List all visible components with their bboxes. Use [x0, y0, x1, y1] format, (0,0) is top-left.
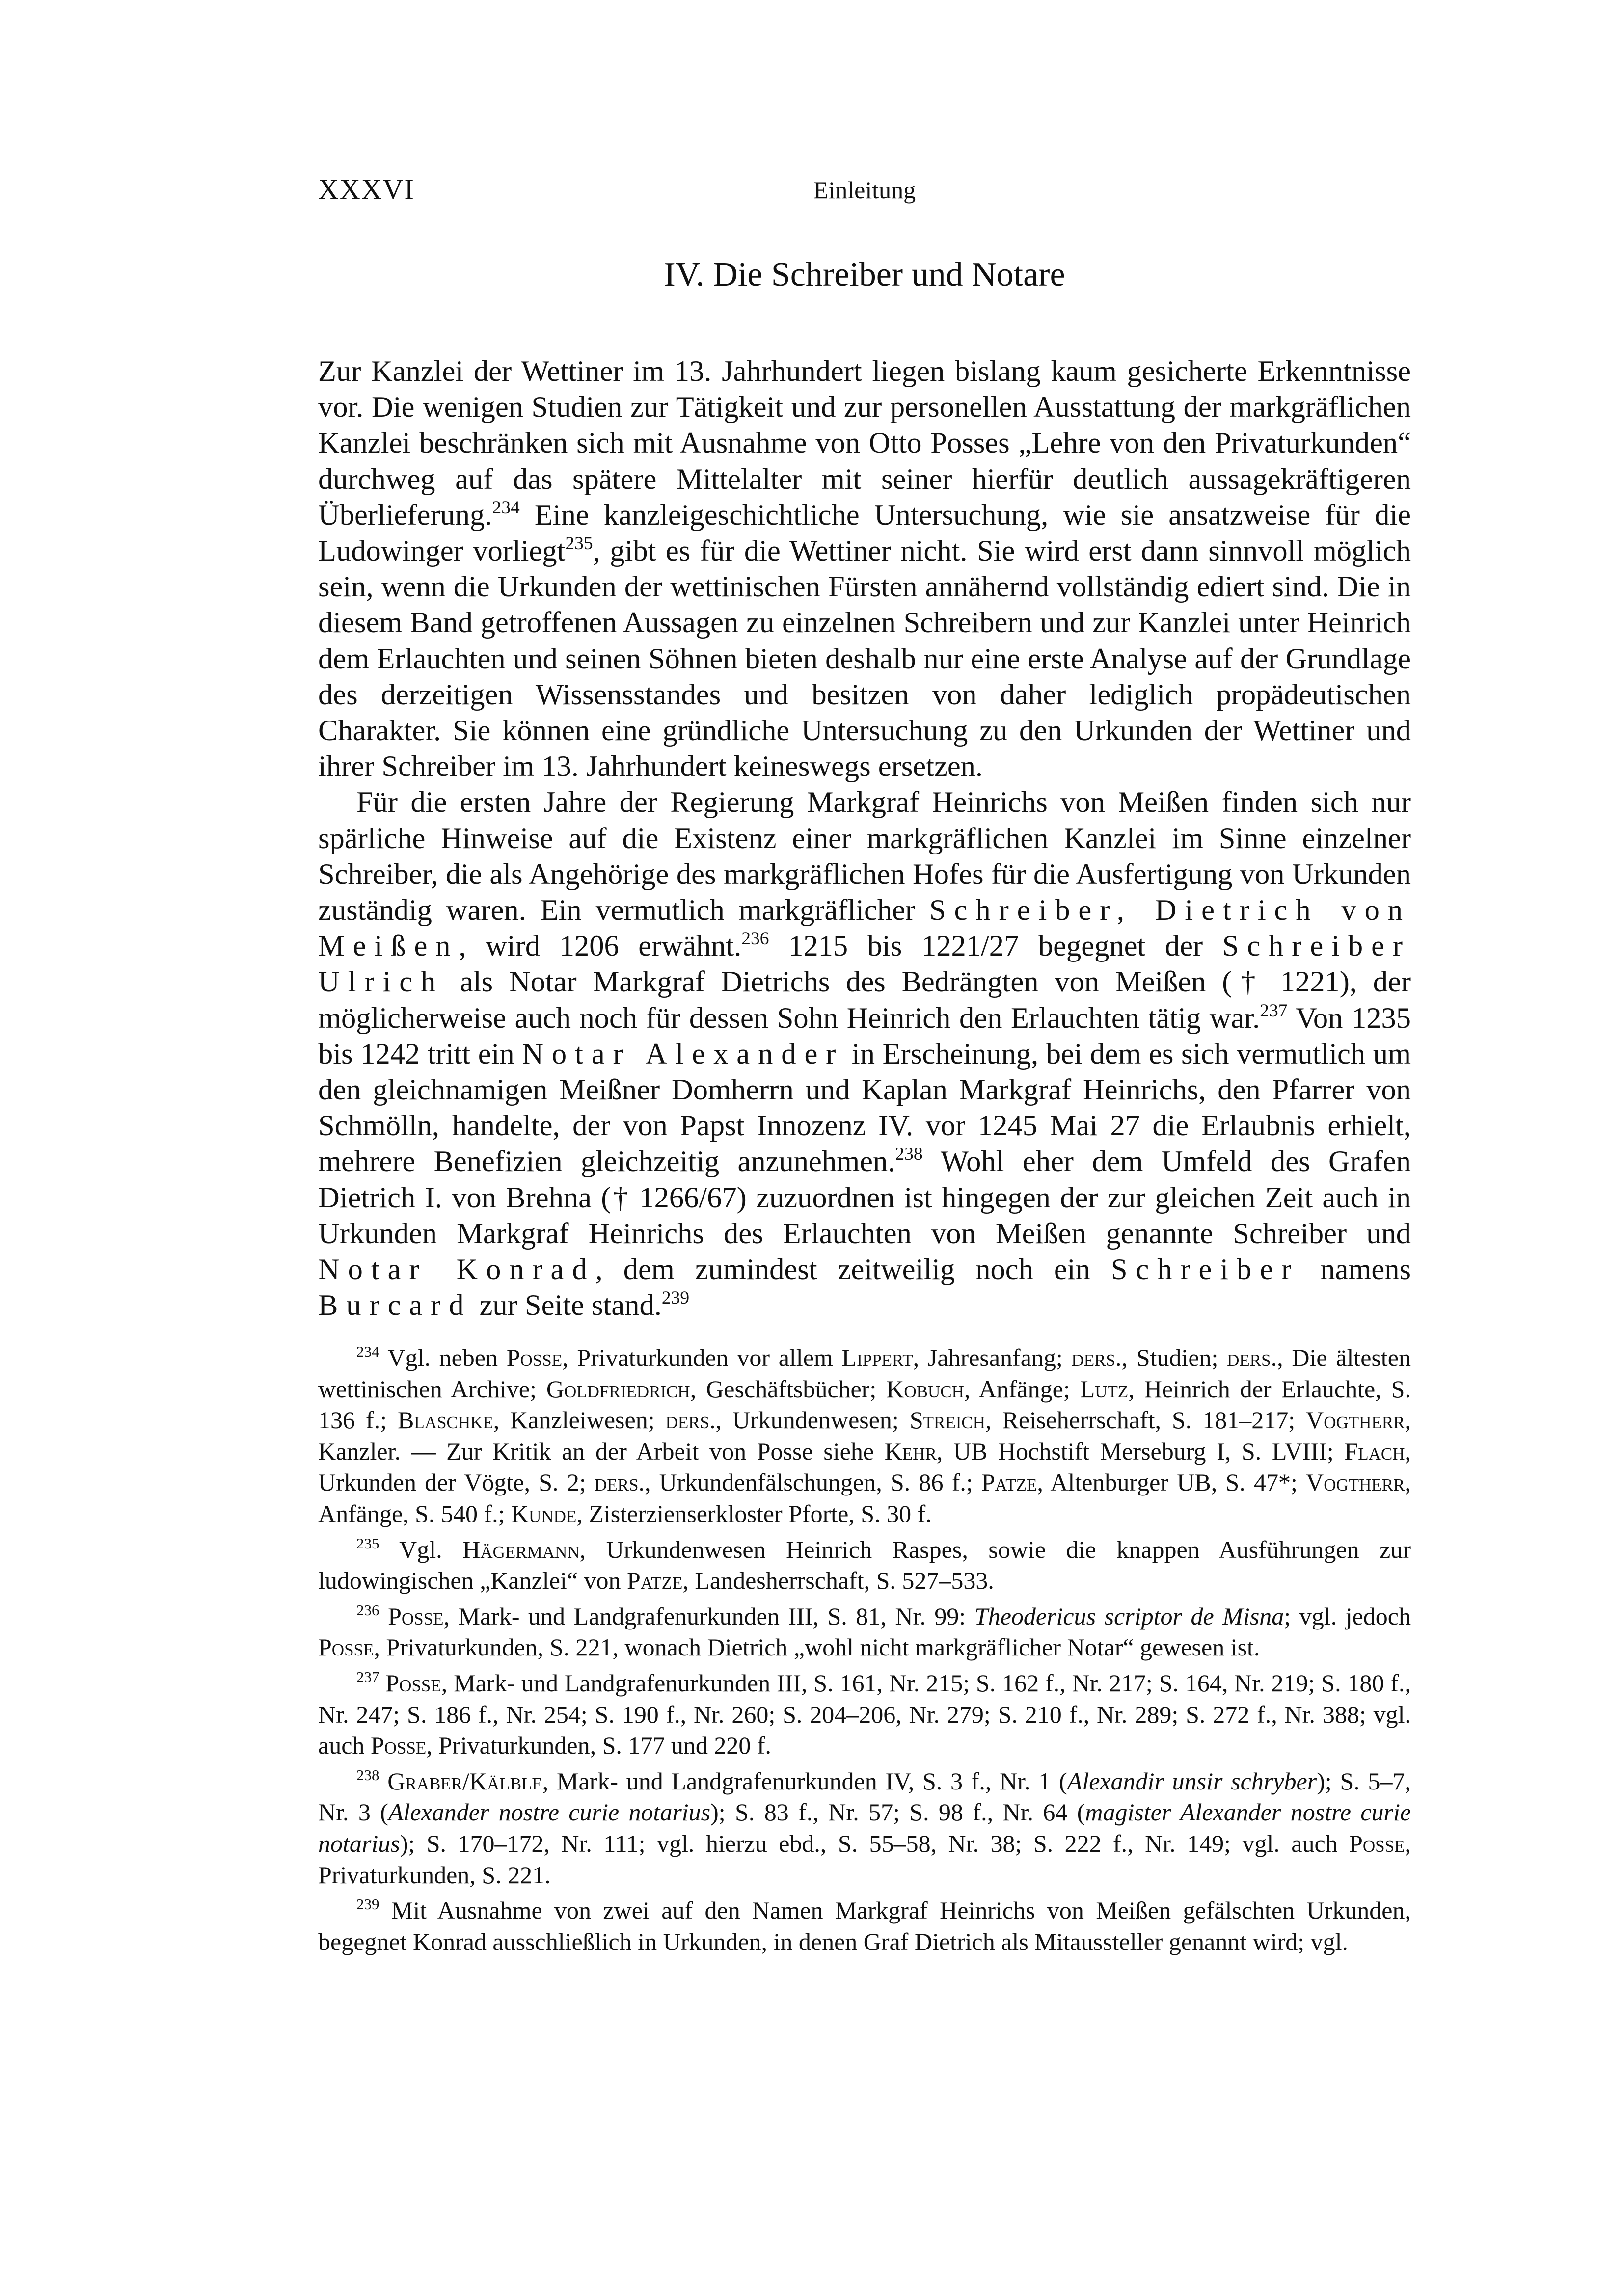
footnote-text: , Heinrich der Erlauchte, S. 136 f.;	[318, 1375, 1411, 1434]
author-name: Blaschke	[398, 1406, 493, 1434]
footnote-text: , Die ältesten wettinischen Archive;	[318, 1344, 1411, 1403]
paragraph-2-text: , wird 1206 erwähnt.	[459, 930, 742, 963]
paragraph-1-text-a: Zur Kanzlei der Wettiner im 13. Jahrhundert liegen bislang kaum gesicherte Erkenntnisse vor. Die wenigen Studien zur Tätigkeit und zur personellen Ausstattung der markgräflichen Kanzlei beschränken sich mit Ausnahme von Otto Posses „Lehre von den Privaturkunden“ durchweg auf das spätere Mittelalter mit seiner hierfür deutlich aussagekräftigeren Überlieferung.	[318, 355, 1411, 532]
spaced-name-konrad: Notar Konrad	[318, 1253, 595, 1286]
footnote-text: , Privaturkunden, S. 221, wonach Dietrich „wohl nicht markgräflicher Notar“ gewesen ist.	[374, 1633, 1260, 1661]
footnote-text: , Kanzler. — Zur Kritik an der Arbeit von Posse siehe	[318, 1406, 1411, 1465]
footnote-text	[379, 1767, 388, 1795]
author-name: Kobuch	[886, 1375, 964, 1403]
paragraph-1	[318, 353, 1411, 784]
footnote-text: ); S. 83 f., Nr. 57; S. 98 f., Nr. 64 (	[710, 1798, 1085, 1826]
footnote-text: , Zisterzienserkloster Pforte, S. 30 f.	[576, 1499, 932, 1527]
footnote-number: 234	[356, 1342, 379, 1360]
footnote-text: Vgl.	[379, 1535, 463, 1563]
author-name: Vogtherr	[1306, 1406, 1405, 1434]
paragraph-2-text: namens	[1299, 1253, 1411, 1286]
footnote-text: , Urkunden der Vögte, S. 2;	[318, 1437, 1411, 1496]
page-header	[318, 173, 1411, 212]
footnote-ref-234[interactable]: 234	[492, 497, 520, 518]
footnote-text: , Reiseherrschaft, S. 181–217;	[985, 1406, 1306, 1434]
footnote-text: , Mark- und Landgrafenurkunden III, S. 81, Nr. 99:	[443, 1602, 974, 1630]
footnote-number: 238	[356, 1766, 379, 1784]
author-name: Kunde	[511, 1499, 577, 1527]
author-name: Posse	[1349, 1829, 1405, 1857]
author-name: Goldfriedrich	[546, 1375, 690, 1403]
paragraph-2-text: als Notar Markgraf Dietrichs des Bedrängten von Meißen († 1221), der möglicherweise auch noch für dessen Sohn Heinrich den Erlauchten tätig war.	[318, 965, 1411, 1035]
footnote-text: ); S. 170–172, Nr. 111; vgl. hierzu ebd., S. 55–58, Nr. 38; S. 222 f., Nr. 149; vgl. auch	[400, 1829, 1350, 1857]
author-name: Lippert	[841, 1344, 913, 1371]
footnote-text: , Mark- und Landgrafenurkunden IV, S. 3 f., Nr. 1 (	[542, 1767, 1067, 1795]
footnote-text	[379, 1602, 388, 1630]
footnote-235	[318, 1534, 1411, 1597]
paragraph-2-text: , dem zumindest zeitweilig noch ein	[595, 1253, 1111, 1286]
footnote-text: , Anfänge;	[964, 1375, 1080, 1403]
latin-quote: Alexandir unsir schryber	[1067, 1767, 1317, 1795]
footnote-238	[318, 1766, 1411, 1891]
footnote-ref-237[interactable]: 237	[1260, 1000, 1288, 1021]
paragraph-1-text-c: , gibt es für die Wettiner nicht. Sie wird erst dann sinnvoll möglich sein, wenn die Urkunden der wettinischen Fürsten annähernd vollständig ediert sind. Die in diesem Band getroffenen Aussagen zu einzelnen Schreibern und zur Kanzlei unter Heinrich dem Erlauchten und seinen Söhnen bieten deshalb nur eine erste Analyse auf der Grundlage des derzeitigen Wissensstandes und besitzen von daher lediglich propädeutischen Charakter. Sie können eine gründliche Untersuchung zu den Urkunden der Wettiner und ihrer Schreiber im 13. Jahrhundert keineswegs ersetzen.	[318, 534, 1411, 783]
author-name: ders.	[1071, 1344, 1122, 1371]
paragraph-1-text-b: Eine kanzleigeschichtliche Untersuchung, wie sie ansatzweise für die Ludowinger vorliegt	[318, 498, 1411, 568]
footnote-text: , Privaturkunden, S. 221.	[318, 1829, 1411, 1889]
footnote-text: , Privaturkunden vor allem	[562, 1344, 842, 1371]
author-name: Posse	[388, 1602, 444, 1630]
footnote-text: , Altenburger UB, S. 47*;	[1037, 1468, 1306, 1496]
footnote-ref-235[interactable]: 235	[565, 533, 593, 554]
paragraph-2-text: zur Seite stand.	[472, 1289, 662, 1322]
footnote-ref-239[interactable]: 239	[661, 1288, 690, 1308]
footnote-number: 237	[356, 1668, 379, 1685]
paragraph-2-text: Für die ersten Jahre der Regierung Markgraf Heinrichs von Meißen finden sich nur spärliche Hinweise auf die Existenz einer markgräflichen Kanzlei im Sinne einzelner Schreiber, die als Angehörige des markgräflichen Hofes für die Ausfertigung von Urkunden zuständig waren. Ein vermutlich markgräflicher	[318, 786, 1411, 927]
spaced-name-ulrich: Schreiber Ulrich	[318, 930, 1411, 999]
author-name: ders.	[594, 1468, 645, 1496]
author-name: Lutz	[1080, 1375, 1129, 1403]
author-name: ders.	[1227, 1344, 1277, 1371]
footnote-text: , Urkundenwesen Heinrich Raspes, sowie die knappen Ausführungen zur ludowingischen „Kanzlei“ von	[318, 1535, 1411, 1595]
latin-quote: magister Alexander nostre curie notarius	[318, 1798, 1411, 1857]
author-name: Posse	[385, 1669, 441, 1697]
footnote-239	[318, 1895, 1411, 1957]
footnote-text: , Landesherrschaft, S. 527–533.	[682, 1567, 994, 1595]
author-name: Vogtherr	[1306, 1468, 1405, 1496]
footnote-text: , Jahresanfang;	[913, 1344, 1072, 1371]
footnote-text: , Mark- und Landgrafenurkunden III, S. 161, Nr. 215; S. 162 f., Nr. 217; S. 164, Nr. 219; S. 180 f., Nr. 247; S. 186 f., Nr. 254; S. 190 f., Nr. 260; S. 204–206, Nr. 279; S. 210 f., Nr. 289; S. 272 f., Nr. 388; vgl. auch	[318, 1669, 1411, 1760]
footnote-text: , Privaturkunden, S. 177 und 220 f.	[426, 1732, 772, 1760]
footnote-234	[318, 1342, 1411, 1530]
footnote-number: 239	[356, 1895, 379, 1913]
author-name: Posse	[370, 1732, 427, 1760]
footnote-237	[318, 1668, 1411, 1762]
footnote-ref-236[interactable]: 236	[741, 929, 769, 949]
footnote-text: , Urkundenwesen;	[715, 1406, 910, 1434]
spaced-name-burcard: Burcard	[318, 1289, 472, 1322]
footnote-text: ; vgl. jedoch	[1284, 1602, 1411, 1630]
footnote-number: 235	[356, 1534, 379, 1552]
paragraph-2-text: in Erscheinung, bei dem es sich vermutlich um den gleichnamigen Meißner Domherrn und Kaplan Markgraf Heinrichs, den Pfarrer von Schmölln, handelte, der von Papst Innozenz IV. vor 1245 Mai 27 die Erlaubnis erhielt, mehrere Benefizien gleichzeitig anzunehmen.	[318, 1037, 1411, 1178]
footnote-text	[379, 1669, 386, 1697]
footnote-text: Vgl. neben	[379, 1344, 507, 1371]
footnote-text: , UB Hochstift Merseburg I, S. LVIII;	[936, 1437, 1345, 1465]
footnote-text: Mit Ausnahme von zwei auf den Namen Markgraf Heinrichs von Meißen gefälschten Urkunden, begegnet Konrad ausschließlich in Urkunden, in denen Graf Dietrich als Mitaussteller genannt wird; vgl.	[318, 1896, 1411, 1955]
main-text	[318, 353, 1411, 1323]
footnote-text: , Urkundenfälschungen, S. 86 f.;	[644, 1468, 981, 1496]
author-name: Posse	[318, 1633, 374, 1661]
spaced-name-dietrich: Schreiber, Dietrich von Meißen	[318, 894, 1411, 963]
paragraph-2-text: 1215 bis 1221/27 begegnet der	[769, 930, 1222, 963]
author-name: Streich	[909, 1406, 986, 1434]
page-number: XXXVI	[318, 173, 415, 205]
footnote-ref-238[interactable]: 238	[895, 1144, 923, 1165]
footnote-text: , Studien;	[1121, 1344, 1227, 1371]
author-name: Hägermann	[462, 1535, 580, 1563]
paragraph-2	[318, 784, 1411, 1323]
author-name: ders.	[665, 1406, 716, 1434]
spaced-name-alexander: Notar Alexander	[522, 1037, 844, 1070]
latin-quote: Alexander nostre curie notarius	[388, 1798, 711, 1826]
author-name: Posse	[506, 1344, 563, 1371]
footnote-text: ); S. 5–7, Nr. 3 (	[318, 1767, 1411, 1826]
footnote-text: , Geschäftsbücher;	[690, 1375, 887, 1403]
running-title: Einleitung	[813, 176, 916, 204]
footnote-number: 236	[356, 1601, 379, 1619]
spaced-word-schreiber: Schreiber	[1110, 1253, 1300, 1286]
author-name: Patze	[626, 1567, 683, 1595]
paragraph-2-text: Wohl eher dem Umfeld des Grafen Dietrich I. von Brehna († 1266/67) zuzuordnen ist hingegen der zur gleichen Zeit auch in Urkunden Markgraf Heinrichs des Erlauchten von Meißen genannte Schreiber und	[318, 1145, 1411, 1250]
footnotes	[318, 1342, 1411, 1962]
footnote-236	[318, 1601, 1411, 1663]
latin-quote: Theodericus scriptor de Misna	[974, 1602, 1284, 1630]
footnote-text: , Kanzleiwesen;	[493, 1406, 666, 1434]
author-name: Kehr	[884, 1437, 937, 1465]
section-title: IV. Die Schreiber und Notare	[664, 256, 1065, 294]
author-name: Graber/Kälble	[387, 1767, 542, 1795]
paragraph-2-text: Von 1235 bis 1242 tritt ein	[318, 1001, 1411, 1070]
footnote-text: , Anfänge, S. 540 f.;	[318, 1468, 1411, 1527]
author-name: Patze	[981, 1468, 1037, 1496]
author-name: Flach	[1344, 1437, 1405, 1465]
